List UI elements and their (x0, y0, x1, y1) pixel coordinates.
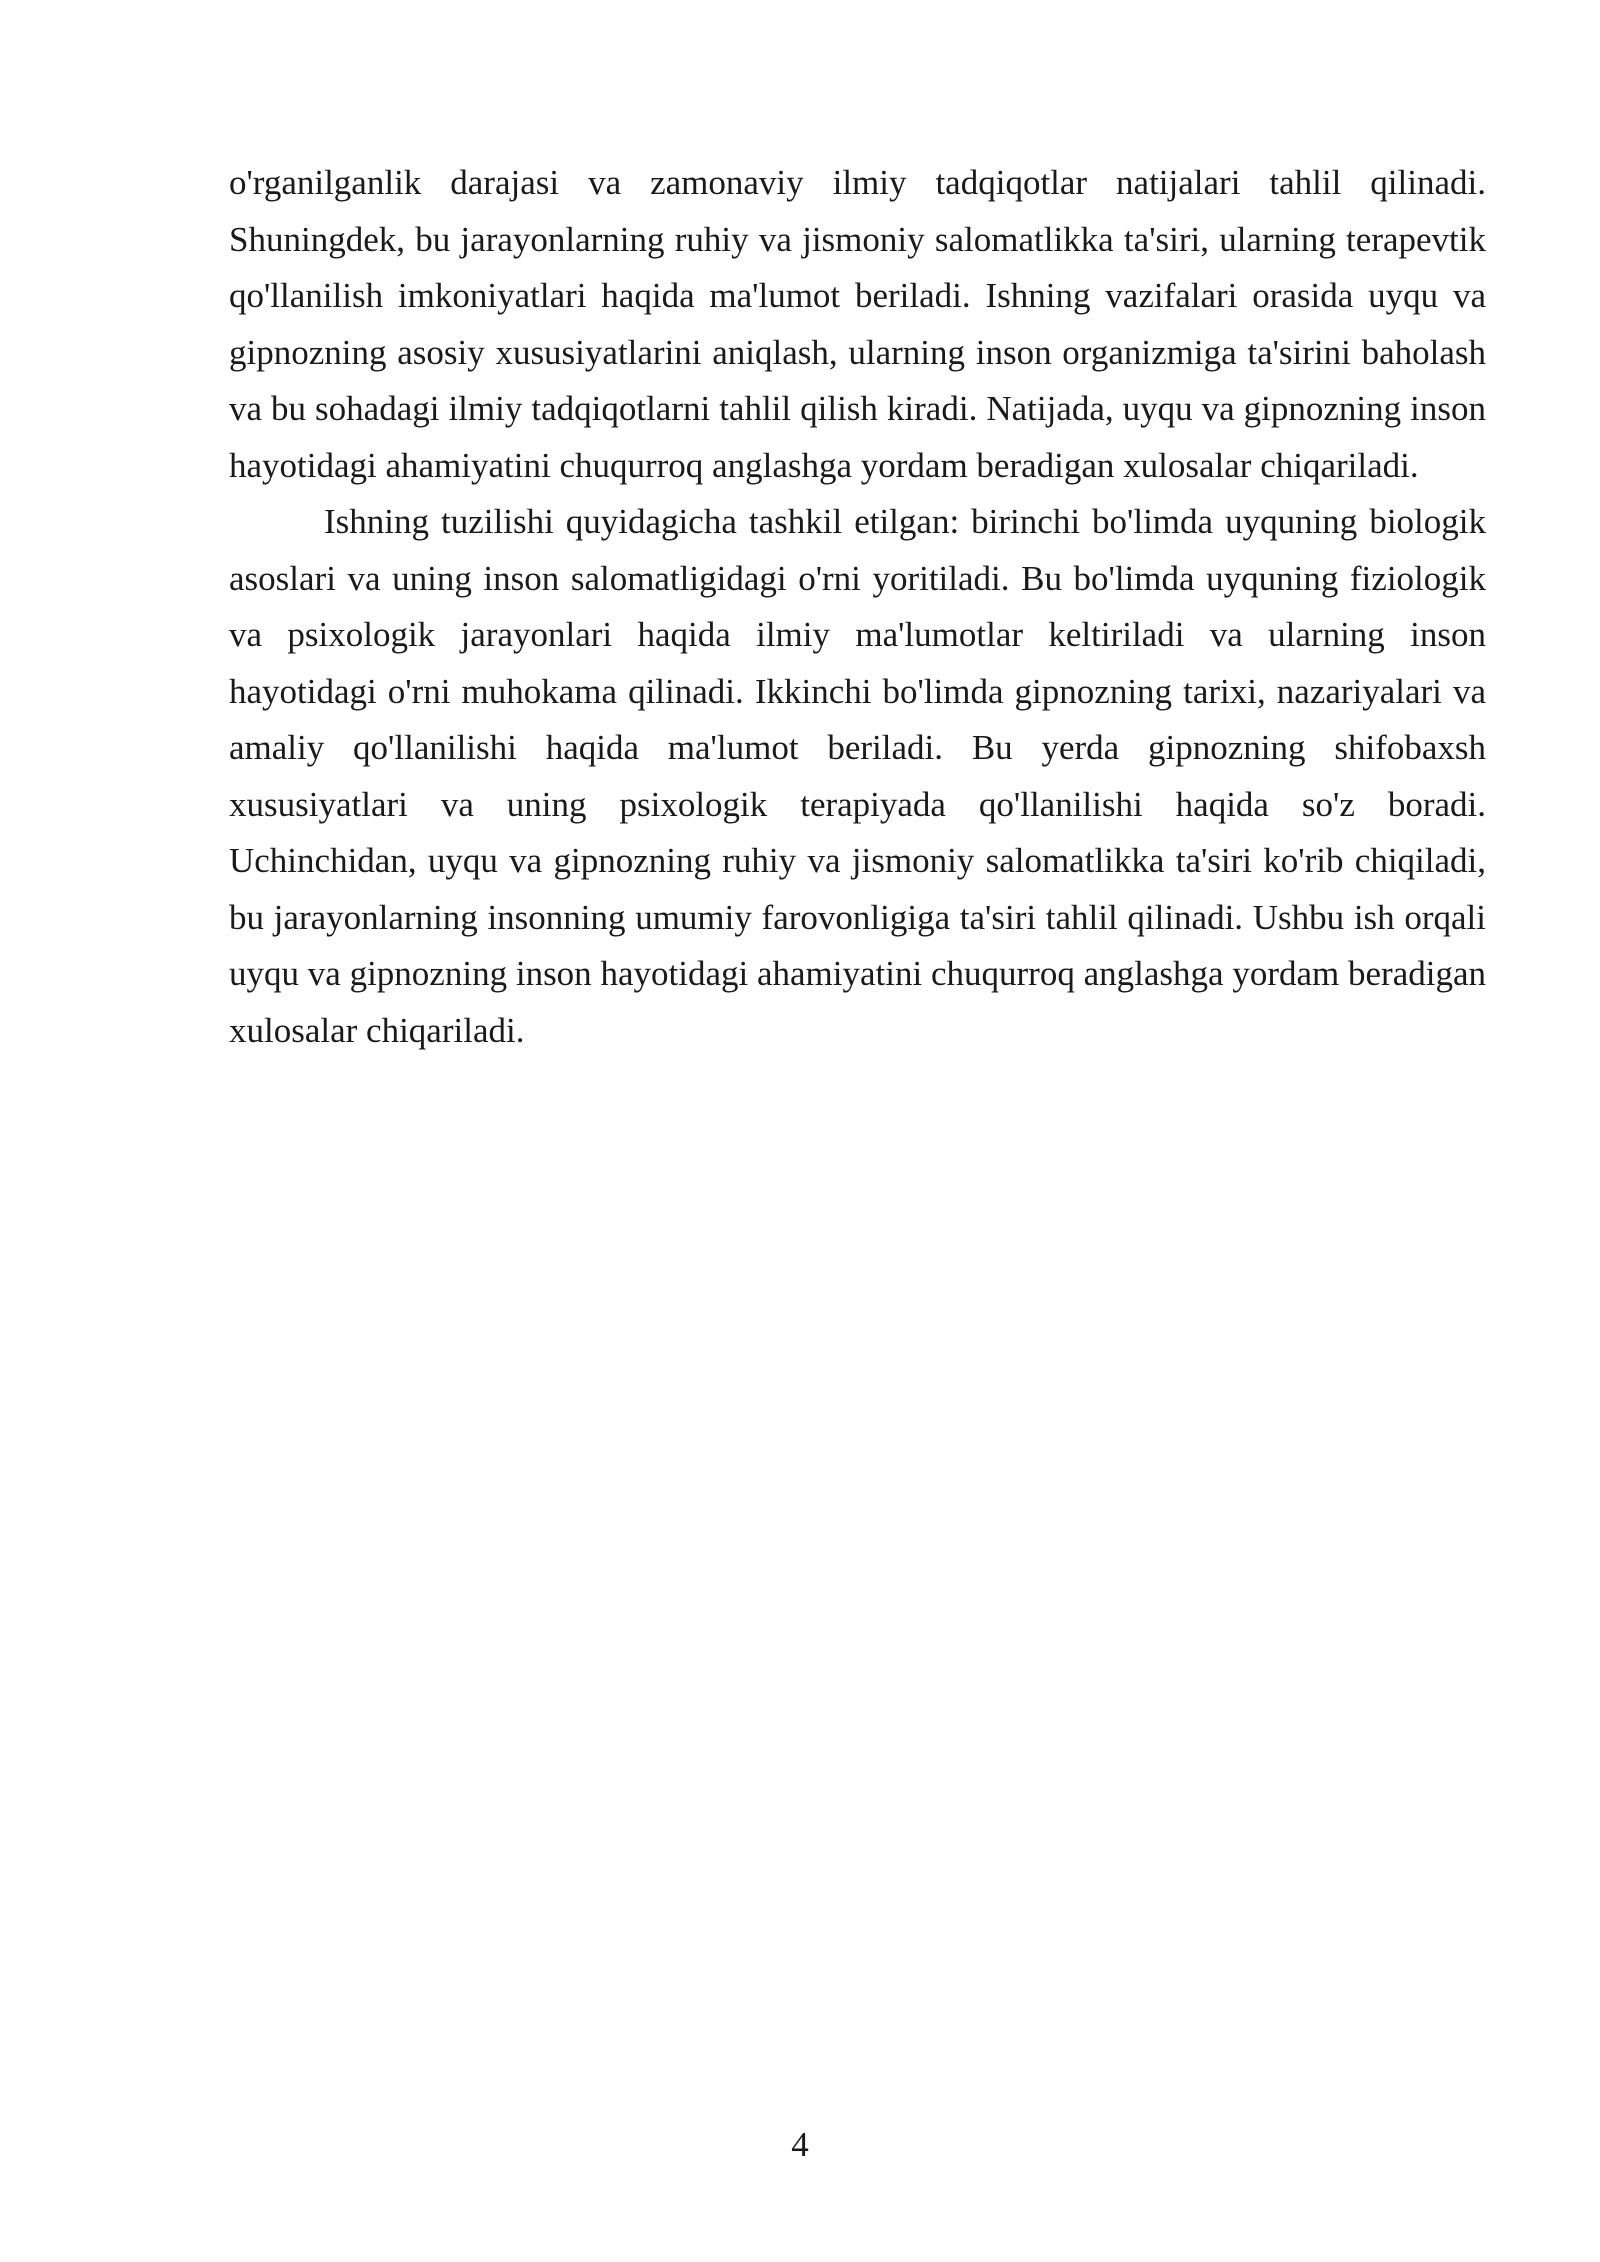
page-number: 4 (791, 2125, 809, 2164)
paragraph-2: Ishning tuzilishi quyidagicha tashkil etilgan: birinchi bo'limda uyquning biologik asoslari va uning inson salomatligidagi o'rni yoritiladi. Bu bo'limda uyquning fiziologik va psixologik jarayonlari haqida ilmiy ma'lumotlar keltiriladi va ularning inson hayotidagi o'rni muhokama qilinadi. Ikkinchi bo'limda gipnozning tarixi, nazariyalari va amaliy qo'llanilishi haqida ma'lumot beriladi. Bu yerda gipnozning shifobaxsh xususiyatlari va uning psixologik terapiyada qo'llanilishi haqida so'z boradi. Uchinchidan, uyqu va gipnozning ruhiy va jismoniy salomatlikka ta'siri ko'rib chiqiladi, bu jarayonlarning insonning umumiy farovonligiga ta'siri tahlil qilinadi. Ushbu ish orqali uyqu va gipnozning inson hayotidagi ahamiyatini chuqurroq anglashga yordam beradigan xulosalar chiqariladi. (229, 502, 1486, 1050)
paragraph-1: o'rganilganlik darajasi va zamonaviy ilmiy tadqiqotlar natijalari tahlil qilinadi. Shuningdek, bu jarayonlarning ruhiy va jismoniy salomatlikka ta'siri, ularning terapevtik qo'llanilish imkoniyatlari haqida ma'lumot beriladi. Ishning vazifalari orasida uyqu va gipnozning asosiy xususiyatlarini aniqlash, ularning inson organizmiga ta'sirini baholash va bu sohadagi ilmiy tadqiqotlarni tahlil qilish kiradi. Natijada, uyqu va gipnozning inson hayotidagi ahamiyatini chuqurroq anglashga yordam beradigan xulosalar chiqariladi. (229, 163, 1486, 485)
body-text (229, 155, 1486, 1059)
